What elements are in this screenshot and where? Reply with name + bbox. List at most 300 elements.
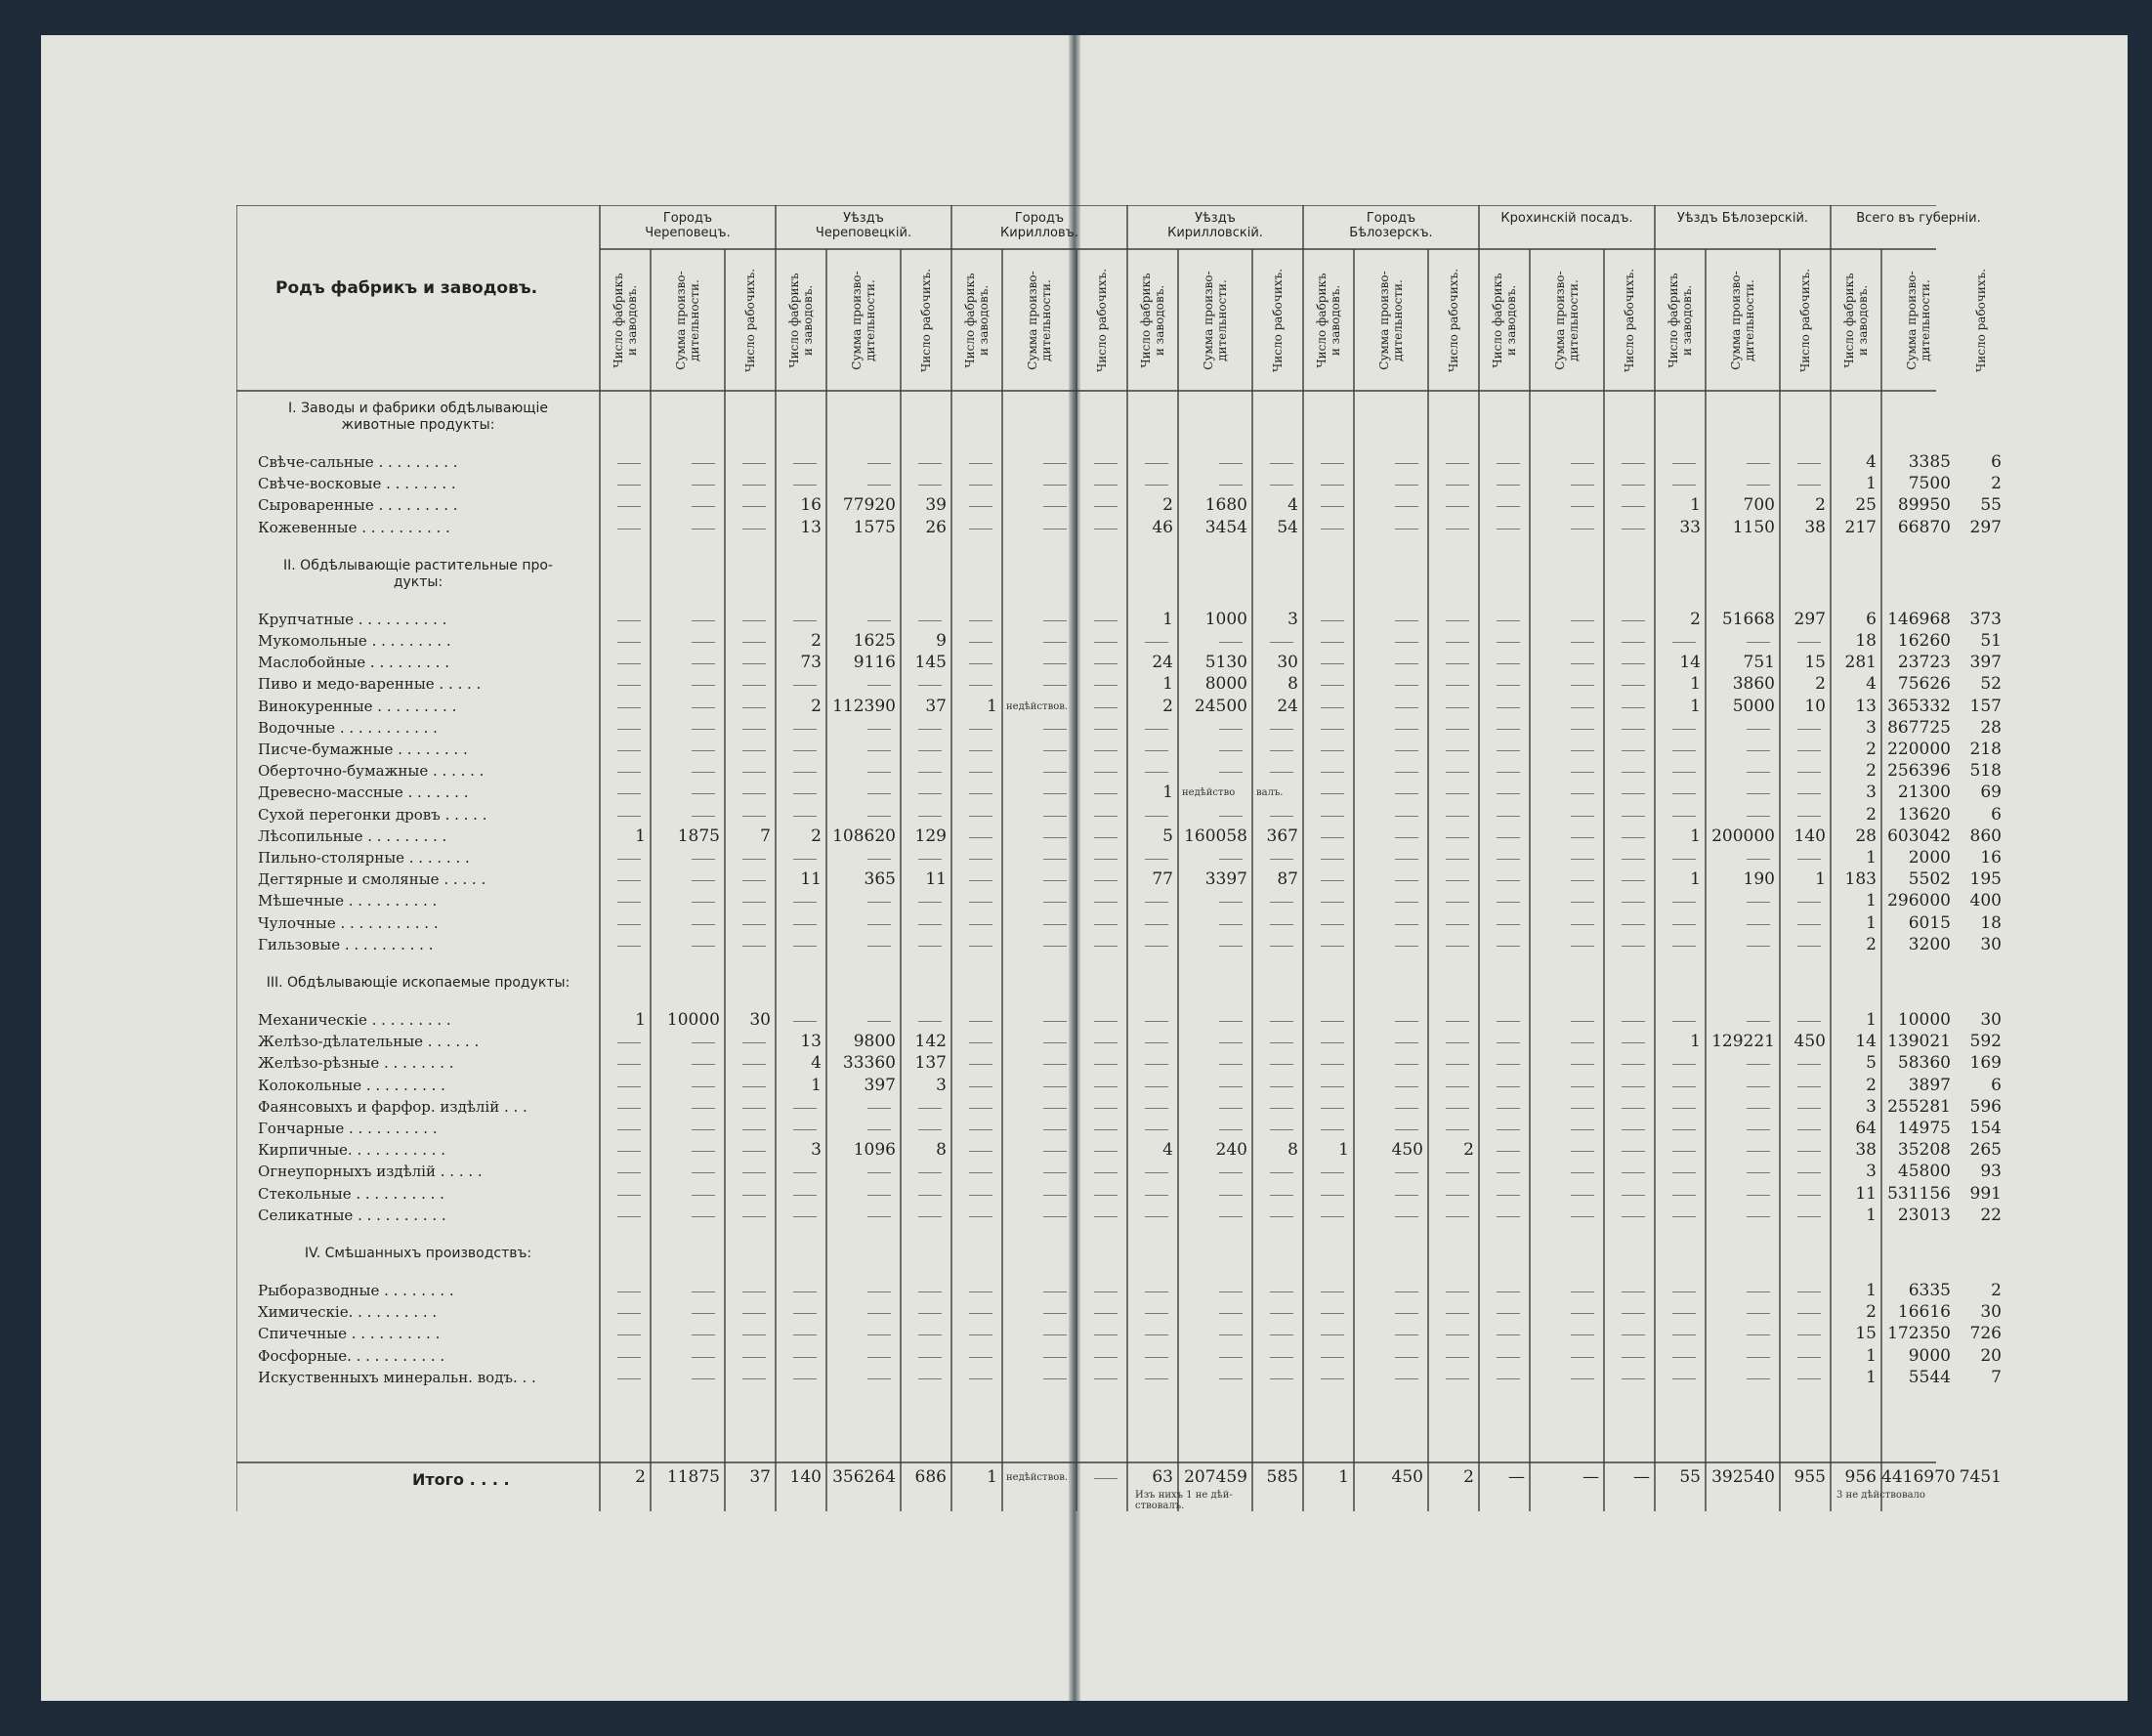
empty-cell-dash: [1094, 1313, 1118, 1314]
total-row-cell: 63: [1152, 1467, 1173, 1487]
table-row-cell: 24: [1152, 653, 1173, 673]
empty-cell-dash: [969, 1334, 992, 1335]
empty-cell-dash: [918, 1313, 942, 1314]
empty-cell-dash: [1094, 642, 1118, 643]
empty-cell-dash: [1270, 729, 1293, 730]
empty-cell-dash: [1395, 685, 1418, 686]
empty-cell-dash: [692, 1129, 715, 1130]
empty-cell-dash: [867, 1216, 891, 1217]
empty-cell-dash: [1497, 1195, 1520, 1196]
table-row-cell: 183: [1844, 869, 1877, 890]
table-row-cell: 1: [1162, 674, 1173, 695]
subcolumn-header-text: Сумма произво- дительности.: [850, 271, 877, 370]
empty-cell-dash: [1446, 729, 1469, 730]
factory-statistics-table: [236, 205, 2002, 1511]
table-row-cell: 1: [1690, 826, 1701, 846]
row-name: Винокуренные . . . . . . . . .: [258, 697, 457, 715]
empty-cell-dash: [1797, 1108, 1821, 1109]
row-name: Писче-бумажные . . . . . . . .: [258, 741, 468, 758]
total-footnote: 3 не дѣйствовало: [1836, 1490, 1925, 1501]
table-row-cell: 6: [1991, 452, 2002, 472]
column-group-header: Крохинскій посадъ.: [1500, 211, 1633, 226]
empty-cell-dash: [1497, 485, 1520, 486]
empty-cell-dash: [1145, 1313, 1168, 1314]
empty-cell-dash: [742, 1172, 766, 1173]
empty-cell-dash: [867, 463, 891, 464]
empty-cell-dash: [1446, 642, 1469, 643]
table-row-cell: 4: [1162, 1140, 1173, 1161]
table-row-cell: 255281: [1887, 1096, 1951, 1117]
total-row-cell: 2: [1463, 1467, 1474, 1487]
table-row-cell: 37: [925, 696, 947, 716]
empty-cell-dash: [1145, 1086, 1168, 1087]
empty-cell-dash: [1497, 506, 1520, 507]
empty-cell-dash: [1446, 1108, 1469, 1109]
empty-cell-dash: [1797, 772, 1821, 773]
empty-cell-dash: [1043, 902, 1067, 903]
empty-cell-dash: [1321, 1313, 1344, 1314]
empty-cell-dash: [1571, 620, 1594, 621]
empty-cell-dash: [1497, 946, 1520, 947]
empty-cell-dash: [918, 1108, 942, 1109]
empty-cell-dash: [1571, 1108, 1594, 1109]
empty-cell-dash: [1145, 816, 1168, 817]
empty-cell-dash: [1747, 859, 1770, 860]
table-row-cell: 3: [1866, 1096, 1877, 1117]
empty-cell-dash: [1747, 1108, 1770, 1109]
empty-cell-dash: [1571, 1151, 1594, 1152]
empty-cell-dash: [692, 485, 715, 486]
empty-cell-dash: [1622, 1151, 1645, 1152]
table-row-cell: 15: [1855, 1324, 1877, 1344]
empty-cell-dash: [1672, 1313, 1696, 1314]
table-row-cell: 3: [811, 1140, 822, 1161]
row-name: Сухой перегонки дровъ . . . . .: [258, 805, 487, 824]
subcolumn-header-text: Число рабочихъ.: [1623, 268, 1636, 373]
empty-cell-dash: [1145, 1021, 1168, 1022]
empty-cell-dash: [969, 902, 992, 903]
empty-cell-dash: [867, 859, 891, 860]
table-row-cell: 1: [1866, 912, 1877, 933]
empty-cell-dash: [1622, 729, 1645, 730]
empty-cell-dash: [1446, 859, 1469, 860]
table-row-cell: 16: [1980, 848, 2002, 868]
empty-cell-dash: [1622, 772, 1645, 773]
empty-cell-dash: [1395, 880, 1418, 881]
subcolumn-header-text: Сумма произво- дительности.: [1377, 271, 1405, 370]
empty-cell-dash: [1043, 685, 1067, 686]
total-footnote: Изъ нихъ 1 не дѣй- ствовалъ.: [1135, 1490, 1233, 1511]
empty-cell-dash: [1043, 1151, 1067, 1152]
empty-cell-dash: [1446, 816, 1469, 817]
empty-cell-dash: [793, 1172, 817, 1173]
empty-cell-dash: [1321, 463, 1344, 464]
empty-cell-dash: [1622, 707, 1645, 708]
empty-cell-dash: [1145, 1129, 1168, 1130]
empty-cell-dash: [867, 750, 891, 751]
empty-cell-dash: [1446, 1042, 1469, 1043]
empty-cell-dash: [1446, 685, 1469, 686]
empty-cell-dash: [617, 485, 641, 486]
table-row-cell: 3200: [1908, 934, 1951, 954]
empty-cell-dash: [617, 1195, 641, 1196]
table-row-cell: 1: [1866, 1367, 1877, 1387]
empty-cell-dash: [969, 816, 992, 817]
empty-cell-dash: [617, 620, 641, 621]
table-row-cell: 397: [864, 1075, 896, 1095]
table-row-cell: 13: [1855, 696, 1877, 716]
empty-cell-dash: [1672, 463, 1696, 464]
table-row-cell: 1: [1866, 1281, 1877, 1300]
table-row-cell: 11: [1855, 1183, 1877, 1204]
empty-cell-dash: [1321, 880, 1344, 881]
empty-cell-dash: [1672, 946, 1696, 947]
cell-note: недѣйствов.: [1006, 700, 1069, 712]
empty-cell-dash: [1497, 1172, 1520, 1173]
empty-cell-dash: [1219, 463, 1243, 464]
empty-cell-dash: [918, 729, 942, 730]
empty-cell-dash: [1145, 485, 1168, 486]
empty-cell-dash: [1797, 1064, 1821, 1065]
empty-cell-dash: [969, 924, 992, 925]
empty-cell-dash: [1270, 859, 1293, 860]
row-name: Сыроваренные . . . . . . . . .: [258, 496, 458, 515]
empty-cell-dash: [742, 772, 766, 773]
subcolumn-header-text: Число фабрикъ и заводовъ.: [1491, 273, 1518, 368]
empty-cell-dash: [742, 463, 766, 464]
empty-cell-dash: [1446, 1129, 1469, 1130]
empty-cell-dash: [1395, 772, 1418, 773]
table-row-cell: 3: [936, 1075, 947, 1095]
subcolumn-header: [1610, 257, 1649, 384]
empty-cell-dash: [1395, 663, 1418, 664]
table-row-cell: 2: [1690, 609, 1701, 629]
empty-cell-dash: [1043, 793, 1067, 794]
empty-cell-dash: [1043, 1378, 1067, 1379]
empty-cell-dash: [1747, 729, 1770, 730]
subcolumn-header: [1020, 257, 1059, 384]
empty-cell-dash: [1219, 902, 1243, 903]
empty-cell-dash: [1321, 837, 1344, 838]
total-row-cell: 392540: [1711, 1467, 1775, 1487]
empty-cell-dash: [918, 1172, 942, 1173]
empty-cell-dash: [1747, 1064, 1770, 1065]
empty-cell-dash: [793, 750, 817, 751]
table-row-cell: 5502: [1908, 869, 1951, 890]
empty-cell-dash: [692, 793, 715, 794]
column-group-header: Городъ Бѣлозерскъ.: [1349, 211, 1433, 240]
empty-cell-dash: [1395, 1334, 1418, 1335]
empty-cell-dash: [1145, 1334, 1168, 1335]
empty-cell-dash: [1043, 729, 1067, 730]
column-group-header: Всего въ губерніи.: [1856, 211, 1981, 226]
empty-cell-dash: [867, 1129, 891, 1130]
empty-cell-dash: [1094, 1357, 1118, 1358]
empty-cell-dash: [692, 663, 715, 664]
empty-cell-dash: [1797, 1291, 1821, 1292]
empty-cell-dash: [793, 1313, 817, 1314]
empty-cell-dash: [793, 1108, 817, 1109]
table-row-cell: 518: [1969, 761, 2002, 782]
empty-cell-dash: [1270, 1334, 1293, 1335]
empty-cell-dash: [617, 1378, 641, 1379]
empty-cell-dash: [1321, 663, 1344, 664]
empty-cell-dash: [918, 1291, 942, 1292]
empty-cell-dash: [1043, 1086, 1067, 1087]
empty-cell-dash: [867, 1313, 891, 1314]
empty-cell-dash: [1321, 620, 1344, 621]
empty-cell-dash: [918, 620, 942, 621]
empty-cell-dash: [1497, 729, 1520, 730]
empty-cell-dash: [617, 946, 641, 947]
subcolumn-header-text: Число фабрикъ и заводовъ.: [1315, 273, 1342, 368]
subcolumn-header-text: Число фабрикъ и заводовъ.: [1667, 273, 1694, 368]
empty-cell-dash: [918, 685, 942, 686]
row-name: Спичечные . . . . . . . . . .: [258, 1325, 441, 1343]
row-name: Лѣсопильные . . . . . . . . .: [258, 826, 447, 845]
section-title: IV. Смѣшанныхъ производствъ:: [304, 1246, 532, 1261]
table-row-cell: 51668: [1721, 609, 1775, 629]
empty-cell-dash: [918, 463, 942, 464]
empty-cell-dash: [1094, 1291, 1118, 1292]
empty-cell-dash: [1219, 1021, 1243, 1022]
empty-cell-dash: [742, 793, 766, 794]
table-row-cell: 30: [1980, 1010, 2002, 1030]
empty-cell-dash: [1497, 1216, 1520, 1217]
empty-cell-dash: [692, 1172, 715, 1173]
row-name: Искуственныхъ минеральн. водъ. . .: [258, 1368, 536, 1386]
table-row-cell: 7500: [1908, 474, 1951, 494]
empty-cell-dash: [1622, 816, 1645, 817]
empty-cell-dash: [1145, 946, 1168, 947]
subcolumn-header: [1309, 257, 1348, 384]
empty-cell-dash: [1395, 1291, 1418, 1292]
subcolumn-header: [1962, 257, 2001, 384]
empty-cell-dash: [1747, 1313, 1770, 1314]
empty-cell-dash: [742, 1129, 766, 1130]
empty-cell-dash: [617, 902, 641, 903]
empty-cell-dash: [1747, 1086, 1770, 1087]
empty-cell-dash: [1446, 902, 1469, 903]
empty-cell-dash: [1094, 1129, 1118, 1130]
empty-cell-dash: [692, 859, 715, 860]
empty-cell-dash: [742, 1378, 766, 1379]
table-row-cell: 16260: [1897, 631, 1951, 651]
empty-cell-dash: [1672, 1021, 1696, 1022]
empty-cell-dash: [793, 1378, 817, 1379]
table-row-cell: 21300: [1897, 783, 1951, 803]
empty-cell-dash: [1094, 902, 1118, 903]
empty-cell-dash: [742, 1313, 766, 1314]
empty-cell-dash: [692, 1313, 715, 1314]
table-row-cell: 3: [1866, 717, 1877, 738]
empty-cell-dash: [969, 1042, 992, 1043]
empty-cell-dash: [1321, 1291, 1344, 1292]
empty-cell-dash: [1321, 485, 1344, 486]
empty-cell-dash: [969, 729, 992, 730]
table-row-cell: 33360: [842, 1053, 896, 1074]
empty-cell-dash: [617, 1151, 641, 1152]
empty-cell-dash: [1270, 1357, 1293, 1358]
empty-cell-dash: [918, 1357, 942, 1358]
subcolumn-header: [1723, 257, 1762, 384]
table-row-cell: 603042: [1887, 826, 1951, 846]
table-row-cell: 596: [1969, 1096, 2002, 1117]
section-title: I. Заводы и фабрики обдѣлывающіе животные продукты:: [288, 401, 548, 433]
empty-cell-dash: [742, 1151, 766, 1152]
empty-cell-dash: [742, 946, 766, 947]
empty-cell-dash: [1219, 1216, 1243, 1217]
empty-cell-dash: [742, 750, 766, 751]
empty-cell-dash: [1321, 793, 1344, 794]
table-row-cell: 142: [914, 1032, 947, 1052]
empty-cell-dash: [1043, 1216, 1067, 1217]
empty-cell-dash: [742, 1086, 766, 1087]
table-row-cell: 1680: [1204, 495, 1247, 516]
empty-cell-dash: [867, 1021, 891, 1022]
empty-cell-dash: [1446, 707, 1469, 708]
empty-cell-dash: [969, 1172, 992, 1173]
empty-cell-dash: [1321, 1357, 1344, 1358]
empty-cell-dash: [1270, 1313, 1293, 1314]
table-row-cell: 2000: [1908, 848, 1951, 868]
empty-cell-dash: [1571, 642, 1594, 643]
empty-cell-dash: [1497, 750, 1520, 751]
subcolumn-header-text: Число рабочихъ.: [743, 268, 757, 373]
empty-cell-dash: [1321, 729, 1344, 730]
empty-cell-dash: [793, 1195, 817, 1196]
empty-cell-dash: [1797, 1216, 1821, 1217]
empty-cell-dash: [1497, 793, 1520, 794]
empty-cell-dash: [1094, 816, 1118, 817]
total-row-cell: 37: [749, 1467, 771, 1487]
row-name: Кирпичные. . . . . . . . . . .: [258, 1141, 446, 1160]
row-name: Гончарные . . . . . . . . . .: [258, 1120, 438, 1137]
empty-cell-dash: [692, 880, 715, 881]
empty-cell-dash: [1321, 902, 1344, 903]
empty-cell-dash: [742, 663, 766, 664]
row-name: Свѣче-сальные . . . . . . . . .: [258, 453, 458, 471]
empty-cell-dash: [969, 1021, 992, 1022]
empty-cell-dash: [1145, 729, 1168, 730]
empty-cell-dash: [1395, 793, 1418, 794]
table-row-cell: 7: [1991, 1367, 2002, 1387]
table-row-cell: 77920: [842, 495, 896, 516]
empty-cell-dash: [1094, 837, 1118, 838]
empty-cell-dash: [867, 772, 891, 773]
empty-cell-dash: [969, 1086, 992, 1087]
empty-cell-dash: [1219, 1334, 1243, 1335]
subcolumn-header-text: Сумма произво- дительности.: [1905, 271, 1932, 370]
empty-cell-dash: [1622, 1172, 1645, 1173]
table-row-cell: 3897: [1908, 1075, 1951, 1095]
empty-cell-dash: [1219, 1291, 1243, 1292]
subcolumn-header: [844, 257, 883, 384]
empty-cell-dash: [1094, 1378, 1118, 1379]
table-row-cell: 1: [1690, 869, 1701, 890]
empty-cell-dash: [1446, 837, 1469, 838]
empty-cell-dash: [1571, 685, 1594, 686]
row-name: Пильно-столярные . . . . . . .: [258, 849, 470, 867]
table-row-cell: 2: [1815, 674, 1826, 695]
table-row-cell: 265: [1969, 1140, 2002, 1161]
empty-cell-dash: [1622, 1313, 1645, 1314]
empty-cell-dash: [1043, 1313, 1067, 1314]
empty-cell-dash: [918, 1216, 942, 1217]
empty-cell-dash: [1219, 750, 1243, 751]
empty-cell-dash: [1094, 793, 1118, 794]
empty-cell-dash: [969, 463, 992, 464]
empty-cell-dash: [1747, 1216, 1770, 1217]
empty-cell-dash: [1672, 1172, 1696, 1173]
table-row-cell: 73: [800, 653, 822, 673]
empty-cell-dash: [1094, 859, 1118, 860]
empty-cell-dash: [1270, 772, 1293, 773]
empty-cell-dash: [867, 620, 891, 621]
empty-cell-dash: [1145, 924, 1168, 925]
empty-cell-dash: [692, 1042, 715, 1043]
empty-cell-dash: [1270, 1291, 1293, 1292]
empty-cell-dash: [692, 620, 715, 621]
empty-cell-dash: [1270, 485, 1293, 486]
empty-cell-dash: [1094, 1108, 1118, 1109]
total-label: Итого . . . .: [412, 1470, 510, 1489]
row-name: Маслобойные . . . . . . . . .: [258, 654, 449, 672]
empty-cell-dash: [918, 1129, 942, 1130]
empty-cell-dash: [742, 620, 766, 621]
table-row-cell: 2: [811, 631, 822, 651]
table-row-cell: 9: [936, 631, 947, 651]
empty-cell-dash: [1395, 1064, 1418, 1065]
empty-cell-dash: [1321, 1064, 1344, 1065]
table-row-cell: 1575: [853, 517, 896, 537]
empty-cell-dash: [742, 685, 766, 686]
total-row-cell: 140: [789, 1467, 822, 1487]
empty-cell-dash: [617, 1042, 641, 1043]
table-row-cell: 15: [1804, 653, 1826, 673]
empty-cell-dash: [1145, 463, 1168, 464]
empty-cell-dash: [1094, 772, 1118, 773]
table-row-cell: 20: [1980, 1345, 2002, 1366]
empty-cell-dash: [1622, 1129, 1645, 1130]
empty-cell-dash: [969, 663, 992, 664]
empty-cell-dash: [1797, 902, 1821, 903]
table-row-cell: 1: [1866, 1205, 1877, 1225]
subcolumn-header: [781, 257, 821, 384]
table-row-cell: 195: [1969, 869, 2002, 890]
table-row-cell: 217: [1844, 517, 1877, 537]
subcolumn-header-text: Число рабочихъ.: [1974, 268, 1988, 373]
empty-cell-dash: [1219, 1129, 1243, 1130]
empty-cell-dash: [1219, 1064, 1243, 1065]
empty-cell-dash: [1270, 1216, 1293, 1217]
table-row-cell: 55: [1980, 495, 2002, 516]
empty-cell-dash: [969, 1357, 992, 1358]
total-row-cell: —: [1633, 1467, 1650, 1487]
section-title: II. Обдѣлывающіе растительные про- дукты:: [283, 557, 553, 590]
table-row-cell: 3454: [1204, 517, 1247, 537]
empty-cell-dash: [1446, 1378, 1469, 1379]
empty-cell-dash: [1219, 946, 1243, 947]
empty-cell-dash: [1094, 750, 1118, 751]
table-row-cell: 1: [1866, 848, 1877, 868]
column-group-header: Уѣздъ Череповецкій.: [815, 211, 912, 240]
empty-cell-dash: [1622, 620, 1645, 621]
subcolumn-header-text: Число фабрикъ и заводовъ.: [1842, 273, 1870, 368]
empty-cell-dash: [617, 707, 641, 708]
subcolumn-header: [1133, 257, 1172, 384]
empty-cell-dash: [1672, 902, 1696, 903]
